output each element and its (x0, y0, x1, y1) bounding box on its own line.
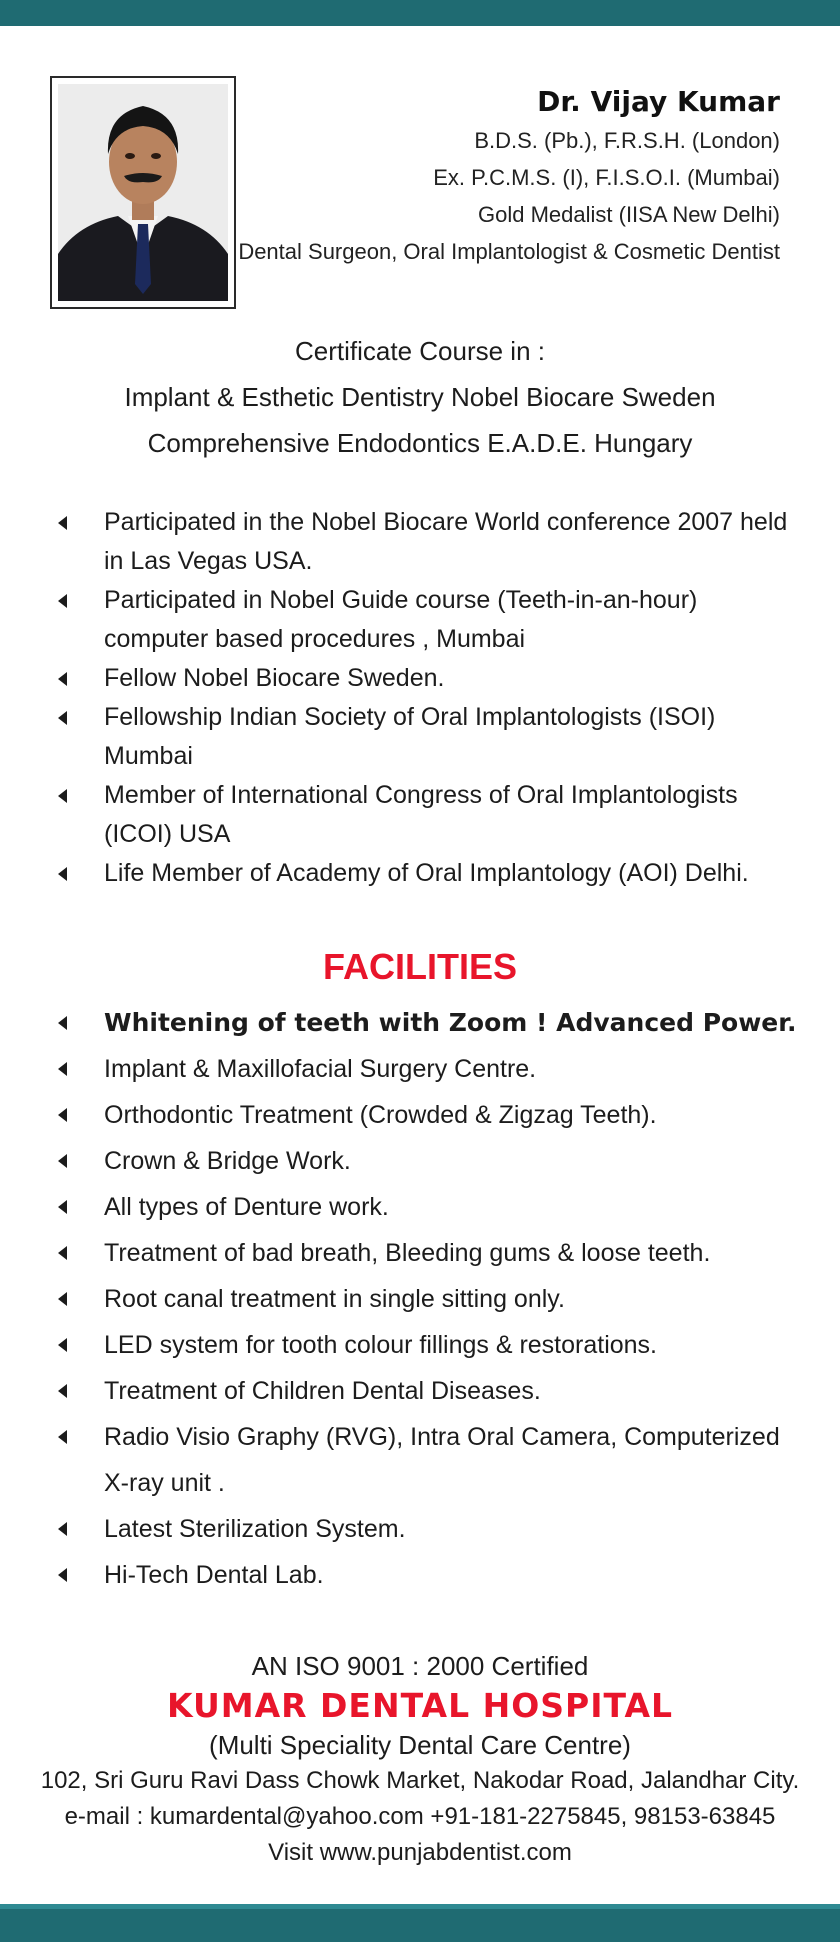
iso-certification: AN ISO 9001 : 2000 Certified (251, 1651, 589, 1681)
list-item (52, 1552, 812, 1598)
bullet-arrow-icon (58, 1246, 67, 1260)
list-item (52, 1506, 812, 1552)
hospital-footer (0, 1647, 840, 1871)
qualification-line: Dental Surgeon, Oral Implantologist & Cosmetic Dentist (238, 239, 780, 264)
qualification-line: Ex. P.C.M.S. (I), F.I.S.O.I. (Mumbai) (433, 165, 780, 190)
doctor-photo-frame (50, 76, 236, 309)
bullet-arrow-icon (58, 672, 67, 686)
list-item-text: LED system for tooth colour fillings & restorations. (104, 1331, 658, 1359)
list-item-text: Root canal treatment in single sitting only. (104, 1285, 565, 1313)
list-item (52, 1414, 812, 1506)
list-item-text: computer based procedures , Mumbai (104, 625, 526, 653)
doctor-name: Dr. Vijay Kumar (537, 85, 780, 118)
list-item (52, 1276, 812, 1322)
bullet-arrow-icon (58, 1016, 67, 1030)
list-item (52, 1322, 812, 1368)
list-item (52, 1368, 812, 1414)
qualification-line: B.D.S. (Pb.), F.R.S.H. (London) (474, 128, 780, 153)
bullet-arrow-icon (58, 1062, 67, 1076)
bullet-arrow-icon (58, 1338, 67, 1352)
list-item (52, 1138, 812, 1184)
list-item-text: Implant & Maxillofacial Surgery Centre. (104, 1055, 537, 1083)
bullet-arrow-icon (58, 789, 67, 803)
list-item (52, 1092, 812, 1138)
list-item-text: Crown & Bridge Work. (104, 1147, 351, 1175)
bottom-band (0, 1904, 840, 1942)
list-item (52, 1230, 812, 1276)
bullet-arrow-icon (58, 711, 67, 725)
doctor-portrait-image (58, 84, 228, 301)
facilities-list (52, 1000, 812, 1598)
list-item-text: Latest Sterilization System. (104, 1515, 406, 1543)
list-item-text: Participated in Nobel Guide course (Teeth-in-an-hour) (104, 586, 698, 614)
certificate-line: Implant & Esthetic Dentistry Nobel Biocare Sweden (124, 382, 716, 412)
certificate-line: Comprehensive Endodontics E.A.D.E. Hungary (147, 428, 693, 458)
list-item (52, 1000, 812, 1046)
bullet-arrow-icon (58, 867, 67, 881)
certificate-course-block (70, 328, 770, 466)
hospital-subtitle: (Multi Speciality Dental Care Centre) (209, 1730, 631, 1760)
top-band (0, 0, 840, 26)
list-item (52, 776, 792, 854)
bullet-arrow-icon (58, 1568, 67, 1582)
doctor-photo (58, 84, 228, 301)
list-item-text: Life Member of Academy of Oral Implantology (AOI) Delhi. (104, 859, 749, 887)
list-item-text: All types of Denture work. (104, 1193, 389, 1221)
list-item (52, 659, 792, 698)
bullet-arrow-icon (58, 1522, 67, 1536)
achievements-list (52, 503, 792, 893)
list-item-text: Member of International Congress of Oral Implantologists (104, 781, 738, 809)
hospital-address: 102, Sri Guru Ravi Dass Chowk Market, Nakodar Road, Jalandhar City. (40, 1767, 800, 1794)
list-item (52, 1184, 812, 1230)
list-item (52, 581, 792, 659)
list-item-text: Fellow Nobel Biocare Sweden. (104, 664, 445, 692)
hospital-contact: e-mail : kumardental@yahoo.com +91-181-2275845, 98153-63845 (64, 1803, 776, 1830)
list-item (52, 1046, 812, 1092)
list-item-text: Treatment of bad breath, Bleeding gums & loose teeth. (104, 1239, 711, 1267)
bullet-arrow-icon (58, 1430, 67, 1444)
doctor-header (220, 82, 780, 270)
qualification-line: Gold Medalist (IISA New Delhi) (478, 202, 780, 227)
bullet-arrow-icon (58, 1200, 67, 1214)
list-item (52, 854, 792, 893)
bullet-arrow-icon (58, 1108, 67, 1122)
bullet-arrow-icon (58, 516, 67, 530)
hospital-name: KUMAR DENTAL HOSPITAL (166, 1686, 674, 1725)
certificate-heading: Certificate Course in : (295, 336, 545, 366)
bullet-arrow-icon (58, 1384, 67, 1398)
bullet-arrow-icon (58, 1154, 67, 1168)
list-item-text: Treatment of Children Dental Diseases. (104, 1377, 541, 1405)
list-item-text: Hi-Tech Dental Lab. (104, 1561, 324, 1589)
list-item-text: Radio Visio Graphy (RVG), Intra Oral Camera, Computerized (104, 1423, 780, 1451)
list-item-text: Mumbai (104, 742, 193, 770)
list-item (52, 503, 792, 581)
list-item (52, 698, 792, 776)
list-item-text: in Las Vegas USA. (104, 547, 313, 575)
list-item-text: Orthodontic Treatment (Crowded & Zigzag Teeth). (104, 1101, 657, 1129)
bullet-arrow-icon (58, 594, 67, 608)
bullet-arrow-icon (58, 1292, 67, 1306)
facilities-heading: FACILITIES (322, 946, 517, 987)
list-item-text: X-ray unit . (104, 1469, 225, 1497)
hospital-website: Visit www.punjabdentist.com (268, 1839, 572, 1866)
list-item-text: (ICOI) USA (104, 820, 231, 848)
list-item-text: Fellowship Indian Society of Oral Implantologists (ISOI) (104, 703, 716, 731)
list-item-text: Participated in the Nobel Biocare World conference 2007 held (104, 508, 788, 536)
list-item-text: Whitening of teeth with Zoom ! Advanced Power. (104, 1008, 797, 1037)
